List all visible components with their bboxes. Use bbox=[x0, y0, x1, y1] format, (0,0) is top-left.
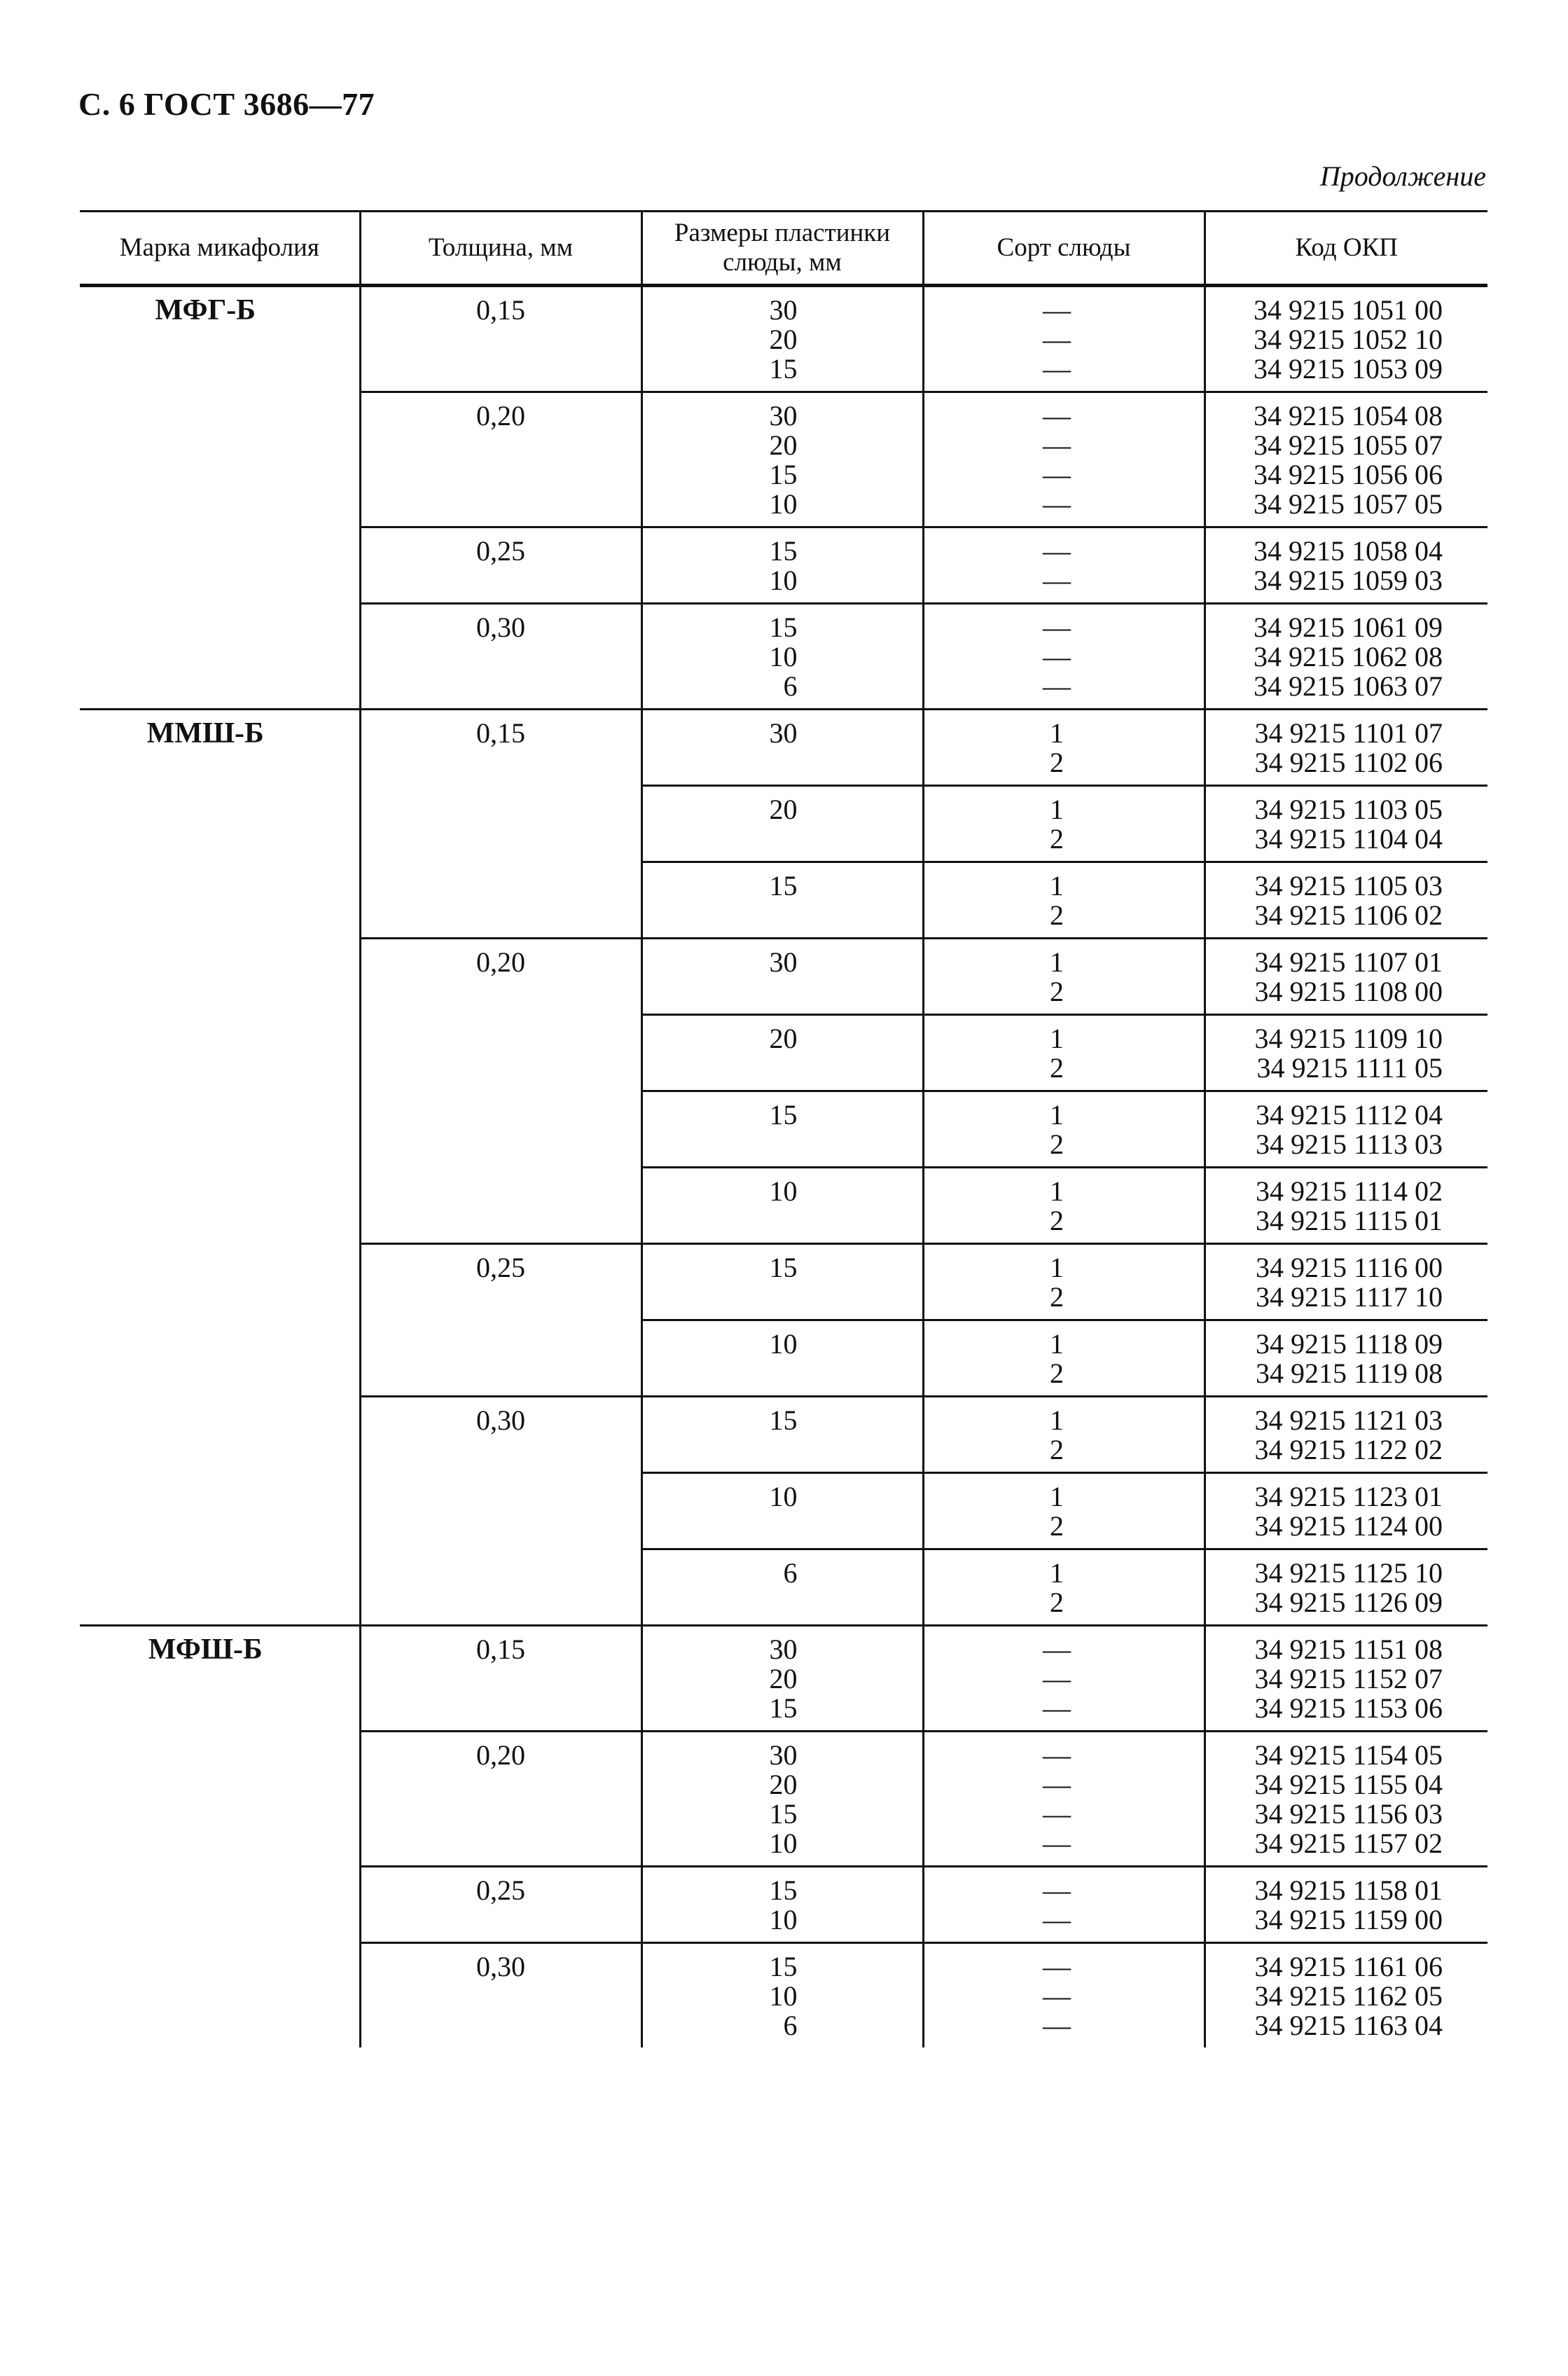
table-body bbox=[80, 286, 1487, 2048]
mica-grade-value: — bbox=[1043, 488, 1071, 520]
column-header-brand: Марка микафолия bbox=[80, 212, 360, 286]
plate-size-cell bbox=[641, 1397, 923, 1473]
plate-size-cell bbox=[641, 862, 923, 939]
okp-code-cell bbox=[1205, 862, 1487, 939]
plate-size-cell bbox=[641, 1732, 923, 1867]
plate-size-value: 15 bbox=[769, 1099, 798, 1131]
mica-grade-cell bbox=[923, 1397, 1205, 1473]
plate-size-value: 15 bbox=[769, 1252, 798, 1283]
mica-grade-value: 2 bbox=[1050, 1358, 1064, 1389]
mica-grade-value: — bbox=[1043, 459, 1071, 490]
mica-grade-cell bbox=[923, 604, 1205, 710]
mica-grade-value: 1 bbox=[1050, 1252, 1064, 1283]
mica-grade-value: — bbox=[1043, 429, 1071, 461]
okp-code-cell bbox=[1205, 1549, 1487, 1626]
mica-grade-value: — bbox=[1043, 1828, 1071, 1859]
okp-code-value: 34 9215 1158 01 bbox=[1254, 1874, 1443, 1906]
okp-code-value: 34 9215 1114 02 bbox=[1255, 1175, 1443, 1207]
mica-grade-value: — bbox=[1043, 324, 1071, 355]
thickness-cell: 0,15 bbox=[360, 1626, 641, 1732]
okp-code-cell bbox=[1205, 1473, 1487, 1549]
plate-size-value: 15 bbox=[769, 1692, 798, 1724]
column-header-thickness: Толщина, мм bbox=[360, 212, 641, 286]
mica-grade-value: — bbox=[1043, 670, 1071, 702]
plate-size-value: 10 bbox=[769, 565, 798, 596]
table-row bbox=[80, 710, 1487, 786]
okp-code-cell bbox=[1205, 1320, 1487, 1397]
thickness-cell: 0,30 bbox=[360, 1943, 641, 2048]
brand-cell: МФШ-Б bbox=[80, 1626, 360, 2048]
plate-size-cell bbox=[641, 939, 923, 1015]
mica-grade-cell bbox=[923, 286, 1205, 392]
plate-size-value: 6 bbox=[783, 1557, 798, 1589]
okp-code-value: 34 9215 1051 00 bbox=[1254, 294, 1443, 326]
thickness-cell: 0,25 bbox=[360, 1244, 641, 1397]
mica-grade-cell bbox=[923, 1320, 1205, 1397]
plate-size-value: 15 bbox=[769, 870, 798, 902]
plate-size-value: 10 bbox=[769, 1980, 798, 2012]
column-header-mica-grade: Сорт слюды bbox=[923, 212, 1205, 286]
okp-code-value: 34 9215 1108 00 bbox=[1254, 976, 1443, 1007]
thickness-cell: 0,15 bbox=[360, 286, 641, 392]
okp-code-cell bbox=[1205, 1015, 1487, 1091]
mica-grade-cell bbox=[923, 1732, 1205, 1867]
plate-size-cell bbox=[641, 1015, 923, 1091]
okp-code-value: 34 9215 1161 06 bbox=[1254, 1951, 1443, 1982]
okp-code-value: 34 9215 1101 07 bbox=[1254, 717, 1443, 749]
okp-code-value: 34 9215 1121 03 bbox=[1254, 1404, 1443, 1436]
mica-grade-value: 2 bbox=[1050, 899, 1064, 931]
table-row bbox=[80, 286, 1487, 392]
plate-size-value: 6 bbox=[783, 670, 798, 702]
mica-grade-value: — bbox=[1043, 641, 1071, 672]
okp-code-value: 34 9215 1118 09 bbox=[1255, 1328, 1443, 1360]
mica-grade-value: 1 bbox=[1050, 870, 1064, 902]
plate-size-cell bbox=[641, 1626, 923, 1732]
okp-code-cell bbox=[1205, 527, 1487, 604]
mica-grade-value: — bbox=[1043, 1663, 1071, 1694]
plate-size-value: 15 bbox=[769, 612, 798, 643]
mica-grade-value: — bbox=[1043, 1874, 1071, 1906]
okp-code-value: 34 9215 1104 04 bbox=[1254, 823, 1443, 855]
mica-grade-value: 1 bbox=[1050, 1557, 1064, 1589]
okp-code-value: 34 9215 1063 07 bbox=[1254, 670, 1443, 702]
plate-size-value: 15 bbox=[769, 459, 798, 490]
thickness-cell: 0,30 bbox=[360, 604, 641, 710]
plate-size-value: 10 bbox=[769, 1328, 798, 1360]
mica-grade-cell bbox=[923, 1626, 1205, 1732]
plate-size-value: 10 bbox=[769, 641, 798, 672]
mica-grade-value: 1 bbox=[1050, 1099, 1064, 1131]
plate-size-value: 15 bbox=[769, 1951, 798, 1982]
mica-grade-value: — bbox=[1043, 294, 1071, 326]
mica-grade-value: — bbox=[1043, 1692, 1071, 1724]
mica-grade-cell bbox=[923, 1168, 1205, 1244]
okp-code-value: 34 9215 1059 03 bbox=[1254, 565, 1443, 596]
mica-grade-value: 1 bbox=[1050, 717, 1064, 749]
plate-size-cell bbox=[641, 786, 923, 862]
mica-grade-value: 2 bbox=[1050, 1281, 1064, 1313]
plate-size-value: 20 bbox=[769, 794, 798, 825]
okp-code-value: 34 9215 1055 07 bbox=[1254, 429, 1443, 461]
thickness-cell: 0,30 bbox=[360, 1397, 641, 1626]
okp-code-value: 34 9215 1054 08 bbox=[1254, 400, 1443, 431]
thickness-cell: 0,25 bbox=[360, 1867, 641, 1943]
mica-grade-value: — bbox=[1043, 1634, 1071, 1665]
plate-size-cell bbox=[641, 1091, 923, 1168]
mica-grade-value: 1 bbox=[1050, 1175, 1064, 1207]
mica-grade-value: 2 bbox=[1050, 747, 1064, 778]
mica-grade-value: — bbox=[1043, 1769, 1071, 1800]
plate-size-value: 6 bbox=[783, 2010, 798, 2041]
mica-grade-cell bbox=[923, 1244, 1205, 1320]
mica-grade-value: — bbox=[1043, 612, 1071, 643]
okp-code-value: 34 9215 1163 04 bbox=[1254, 2010, 1443, 2041]
mica-grade-value: 2 bbox=[1050, 1128, 1064, 1160]
okp-code-cell bbox=[1205, 1943, 1487, 2048]
plate-size-cell bbox=[641, 1320, 923, 1397]
mica-grade-value: 2 bbox=[1050, 976, 1064, 1007]
table-header bbox=[80, 212, 1487, 286]
okp-code-value: 34 9215 1156 03 bbox=[1254, 1798, 1443, 1830]
mica-grade-cell bbox=[923, 1091, 1205, 1168]
mica-grade-cell bbox=[923, 862, 1205, 939]
okp-code-cell bbox=[1205, 392, 1487, 527]
okp-code-value: 34 9215 1107 01 bbox=[1254, 946, 1443, 978]
plate-size-value: 30 bbox=[769, 1739, 798, 1771]
plate-size-cell bbox=[641, 1549, 923, 1626]
okp-code-value: 34 9215 1111 05 bbox=[1256, 1052, 1443, 1084]
mica-grade-value: 1 bbox=[1050, 1023, 1064, 1054]
mica-grade-value: 2 bbox=[1050, 1434, 1064, 1465]
mica-grade-value: 1 bbox=[1050, 1404, 1064, 1436]
plate-size-cell bbox=[641, 1473, 923, 1549]
plate-size-value: 20 bbox=[769, 1023, 798, 1054]
brand-cell: МФГ-Б bbox=[155, 294, 256, 326]
mica-grade-value: — bbox=[1043, 2010, 1071, 2041]
plate-size-value: 15 bbox=[769, 535, 798, 567]
mica-grade-value: 2 bbox=[1050, 1052, 1064, 1084]
plate-size-value: 10 bbox=[769, 1481, 798, 1512]
mica-grade-value: 2 bbox=[1050, 1510, 1064, 1542]
plate-size-value: 15 bbox=[769, 1404, 798, 1436]
okp-code-value: 34 9215 1117 10 bbox=[1255, 1281, 1443, 1313]
plate-size-value: 30 bbox=[769, 294, 798, 326]
plate-size-value: 15 bbox=[769, 1874, 798, 1906]
okp-code-value: 34 9215 1151 08 bbox=[1254, 1634, 1443, 1665]
okp-code-cell bbox=[1205, 786, 1487, 862]
plate-size-value: 15 bbox=[769, 1798, 798, 1830]
okp-code-value: 34 9215 1155 04 bbox=[1254, 1769, 1443, 1800]
plate-size-cell bbox=[641, 604, 923, 710]
mica-grade-cell bbox=[923, 1943, 1205, 2048]
mica-grade-cell bbox=[923, 1867, 1205, 1943]
okp-code-value: 34 9215 1103 05 bbox=[1254, 794, 1443, 825]
okp-code-value: 34 9215 1062 08 bbox=[1254, 641, 1443, 672]
continuation-label: Продолжение bbox=[1319, 160, 1486, 192]
plate-size-value: 30 bbox=[769, 946, 798, 978]
plate-size-value: 20 bbox=[769, 429, 798, 461]
plate-size-value: 20 bbox=[769, 1663, 798, 1694]
table-row bbox=[80, 1626, 1487, 1732]
okp-code-cell bbox=[1205, 1244, 1487, 1320]
plate-size-value: 30 bbox=[769, 717, 798, 749]
plate-size-value: 15 bbox=[769, 353, 798, 385]
okp-code-cell bbox=[1205, 1732, 1487, 1867]
plate-size-value: 20 bbox=[769, 1769, 798, 1800]
mica-grade-value: — bbox=[1043, 1798, 1071, 1830]
okp-code-cell bbox=[1205, 1867, 1487, 1943]
thickness-cell: 0,20 bbox=[360, 1732, 641, 1867]
mica-grade-value: 2 bbox=[1050, 823, 1064, 855]
okp-code-value: 34 9215 1153 06 bbox=[1254, 1692, 1443, 1724]
mica-grade-cell bbox=[923, 939, 1205, 1015]
plate-size-cell bbox=[641, 710, 923, 786]
mica-grade-value: — bbox=[1043, 353, 1071, 385]
mica-grade-value: 1 bbox=[1050, 794, 1064, 825]
okp-code-value: 34 9215 1056 06 bbox=[1254, 459, 1443, 490]
plate-size-cell bbox=[641, 1867, 923, 1943]
mica-grade-cell bbox=[923, 1473, 1205, 1549]
okp-code-cell bbox=[1205, 1091, 1487, 1168]
micafolium-spec-table bbox=[80, 210, 1487, 2047]
okp-code-value: 34 9215 1105 03 bbox=[1254, 870, 1443, 902]
mica-grade-value: 2 bbox=[1050, 1587, 1064, 1618]
mica-grade-cell bbox=[923, 1015, 1205, 1091]
mica-grade-cell bbox=[923, 1549, 1205, 1626]
okp-code-cell bbox=[1205, 710, 1487, 786]
plate-size-cell bbox=[641, 392, 923, 527]
okp-code-value: 34 9215 1106 02 bbox=[1254, 899, 1443, 931]
mica-grade-value: 1 bbox=[1050, 1481, 1064, 1512]
okp-code-value: 34 9215 1154 05 bbox=[1254, 1739, 1443, 1771]
mica-grade-value: 1 bbox=[1050, 946, 1064, 978]
okp-code-value: 34 9215 1053 09 bbox=[1254, 353, 1443, 385]
okp-code-cell bbox=[1205, 939, 1487, 1015]
okp-code-value: 34 9215 1058 04 bbox=[1254, 535, 1443, 567]
plate-size-cell bbox=[641, 1168, 923, 1244]
mica-grade-value: — bbox=[1043, 1904, 1071, 1935]
plate-size-cell bbox=[641, 527, 923, 604]
okp-code-value: 34 9215 1125 10 bbox=[1254, 1557, 1443, 1589]
okp-code-value: 34 9215 1115 01 bbox=[1255, 1205, 1443, 1236]
mica-grade-value: — bbox=[1043, 1980, 1071, 2012]
mica-grade-cell bbox=[923, 392, 1205, 527]
thickness-cell: 0,20 bbox=[360, 939, 641, 1244]
okp-code-value: 34 9215 1157 02 bbox=[1254, 1828, 1443, 1859]
mica-grade-cell bbox=[923, 786, 1205, 862]
okp-code-value: 34 9215 1119 08 bbox=[1255, 1358, 1443, 1389]
okp-code-value: 34 9215 1113 03 bbox=[1255, 1128, 1443, 1160]
okp-code-value: 34 9215 1112 04 bbox=[1255, 1099, 1443, 1131]
mica-grade-cell bbox=[923, 710, 1205, 786]
brand-cell: ММШ-Б bbox=[80, 710, 360, 1626]
okp-code-value: 34 9215 1061 09 bbox=[1254, 612, 1443, 643]
mica-grade-value: — bbox=[1043, 565, 1071, 596]
okp-code-value: 34 9215 1057 05 bbox=[1254, 488, 1443, 520]
page-header: С. 6 ГОСТ 3686—77 bbox=[78, 86, 375, 122]
okp-code-value: 34 9215 1102 06 bbox=[1254, 747, 1443, 778]
thickness-cell: 0,25 bbox=[360, 527, 641, 604]
plate-size-value: 10 bbox=[769, 1175, 798, 1207]
okp-code-value: 34 9215 1124 00 bbox=[1254, 1510, 1443, 1542]
mica-grade-value: — bbox=[1043, 1951, 1071, 1982]
mica-grade-cell bbox=[923, 527, 1205, 604]
okp-code-value: 34 9215 1122 02 bbox=[1254, 1434, 1443, 1465]
okp-code-value: 34 9215 1052 10 bbox=[1254, 324, 1443, 355]
plate-size-value: 10 bbox=[769, 488, 798, 520]
okp-code-value: 34 9215 1162 05 bbox=[1254, 1980, 1443, 2012]
plate-size-cell bbox=[641, 286, 923, 392]
okp-code-cell bbox=[1205, 604, 1487, 710]
mica-grade-value: — bbox=[1043, 400, 1071, 431]
plate-size-cell bbox=[641, 1943, 923, 2048]
plate-size-value: 30 bbox=[769, 1634, 798, 1665]
plate-size-value: 10 bbox=[769, 1828, 798, 1859]
plate-size-cell bbox=[641, 1244, 923, 1320]
mica-grade-value: 2 bbox=[1050, 1205, 1064, 1236]
okp-code-cell bbox=[1205, 1397, 1487, 1473]
okp-code-value: 34 9215 1126 09 bbox=[1254, 1587, 1443, 1618]
plate-size-value: 10 bbox=[769, 1904, 798, 1935]
thickness-cell: 0,20 bbox=[360, 392, 641, 527]
okp-code-value: 34 9215 1152 07 bbox=[1254, 1663, 1443, 1694]
mica-grade-value: 1 bbox=[1050, 1328, 1064, 1360]
mica-grade-value: — bbox=[1043, 1739, 1071, 1771]
mica-grade-value: — bbox=[1043, 535, 1071, 567]
okp-code-value: 34 9215 1109 10 bbox=[1254, 1023, 1443, 1054]
thickness-cell: 0,15 bbox=[360, 710, 641, 939]
plate-size-value: 30 bbox=[769, 400, 798, 431]
okp-code-value: 34 9215 1123 01 bbox=[1254, 1481, 1443, 1512]
column-header-okp-code: Код ОКП bbox=[1205, 212, 1487, 286]
okp-code-cell bbox=[1205, 1168, 1487, 1244]
okp-code-cell bbox=[1205, 1626, 1487, 1732]
column-header-plate-size: Размеры пластинки слюды, мм bbox=[641, 212, 923, 286]
plate-size-value: 20 bbox=[769, 324, 798, 355]
okp-code-value: 34 9215 1159 00 bbox=[1254, 1904, 1443, 1935]
okp-code-value: 34 9215 1116 00 bbox=[1255, 1252, 1443, 1283]
okp-code-cell bbox=[1205, 286, 1487, 392]
